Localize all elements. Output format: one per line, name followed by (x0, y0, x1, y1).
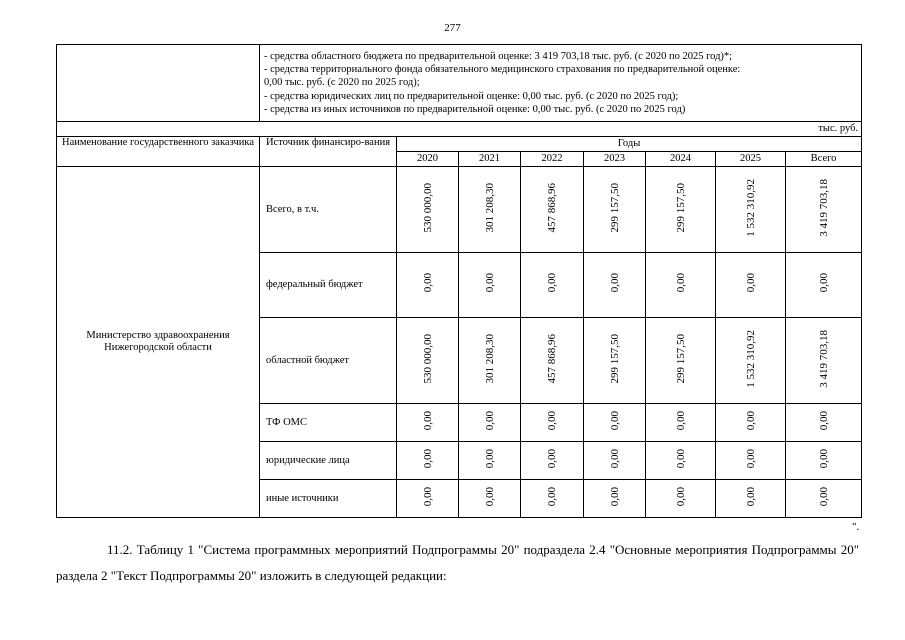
value-cell (646, 253, 716, 318)
funding-note: 0,00 тыс. руб. (с 2020 по 2025 год); (264, 77, 420, 89)
value-cell (459, 480, 521, 518)
value-cell (786, 318, 862, 404)
value-text: 0,00 (608, 448, 621, 469)
value-cell (716, 318, 786, 404)
header-customer: Наименование государственного заказчика (57, 137, 260, 167)
value-cell (646, 404, 716, 442)
value-cell (459, 253, 521, 318)
notes-empty-cell (57, 45, 260, 122)
value-cell (584, 318, 646, 404)
value-cell (786, 253, 862, 318)
value-cell (521, 253, 584, 318)
value-cell (459, 404, 521, 442)
value-text: 0,00 (421, 448, 434, 469)
value-cell (646, 480, 716, 518)
instruction-paragraph: 11.2. Таблицу 1 "Система программных мероприятий Подпрограммы 20" подраздела 2.4 "Основные мероприятия Подпрограммы 20" раздела 2 "Текст Подпрограммы 20" изложить в следующей редакции: (56, 542, 859, 583)
value-cell (521, 404, 584, 442)
closing-quote: ". (852, 521, 860, 533)
value-text: 457 868,96 (546, 333, 558, 384)
value-cell (646, 442, 716, 480)
value-text: 0,00 (421, 410, 434, 431)
value-text: 0,00 (608, 273, 621, 293)
value-cell (646, 167, 716, 253)
value-text: 1 532 310,92 (744, 178, 757, 237)
value-text: 530 000,00 (421, 182, 434, 233)
value-cell (459, 318, 521, 404)
value-text: 0,00 (483, 273, 496, 293)
value-cell (786, 404, 862, 442)
value-text: 530 000,00 (421, 333, 434, 384)
funding-note: - средства областного бюджета по предварительной оценке: 3 419 703,18 тыс. руб. (с 2020 по 2025 год)*; (264, 50, 733, 62)
value-text: 299 157,50 (608, 182, 621, 233)
value-cell (716, 167, 786, 253)
value-text: 0,00 (674, 273, 687, 293)
value-text: 0,00 (483, 486, 496, 507)
value-text: 0,00 (421, 486, 434, 507)
value-cell (716, 253, 786, 318)
value-cell (397, 480, 459, 518)
header-source: Источник финансиро-вания (260, 137, 397, 167)
value-text: 299 157,50 (608, 333, 621, 384)
funding-note: - средства из иных источников по предварительной оценке: 0,00 тыс. руб. (с 2020 по 2025 год) (264, 103, 686, 115)
header-year: 2024 (646, 152, 716, 167)
funding-notes (260, 45, 862, 122)
funding-source: иные источники (260, 480, 397, 518)
funding-source: юридические лица (260, 442, 397, 480)
value-cell (397, 404, 459, 442)
value-cell (459, 167, 521, 253)
value-text: 1 532 310,92 (744, 329, 757, 388)
header-years: Годы (397, 137, 862, 152)
value-text: 0,00 (421, 273, 434, 293)
header-total: Всего (786, 152, 862, 167)
value-text: 0,00 (674, 486, 687, 507)
funding-table (56, 44, 862, 518)
value-text: 0,00 (817, 273, 830, 293)
value-cell (786, 442, 862, 480)
funding-source: федеральный бюджет (260, 253, 397, 318)
value-text: 0,00 (483, 410, 496, 431)
value-cell (786, 480, 862, 518)
value-cell (584, 404, 646, 442)
value-cell (521, 167, 584, 253)
value-text: 0,00 (608, 410, 621, 431)
funding-note: - средства территориального фонда обязательного медицинского страхования по предварительной оценке: (264, 64, 741, 76)
value-text: 0,00 (546, 448, 558, 469)
header-year: 2020 (397, 152, 459, 167)
funding-source: Всего, в т.ч. (260, 167, 397, 253)
header-year: 2025 (716, 152, 786, 167)
value-text: 0,00 (608, 486, 621, 507)
funding-note: - средства юридических лиц по предварительной оценке: 0,00 тыс. руб. (с 2020 по 2025 год); (264, 90, 679, 102)
table-row (57, 167, 862, 253)
value-cell (716, 480, 786, 518)
value-cell (397, 442, 459, 480)
value-text: 0,00 (817, 410, 830, 431)
value-text: 0,00 (546, 273, 558, 293)
value-text: 0,00 (546, 486, 558, 507)
value-text: 301 208,30 (483, 333, 496, 384)
value-cell (584, 442, 646, 480)
value-text: 3 419 703,18 (817, 178, 830, 237)
value-cell (786, 167, 862, 253)
value-cell (397, 253, 459, 318)
value-text: 0,00 (744, 448, 757, 469)
value-cell (521, 442, 584, 480)
header-year: 2023 (584, 152, 646, 167)
value-cell (584, 253, 646, 318)
units-label: тыс. руб. (57, 122, 862, 137)
value-cell (716, 404, 786, 442)
value-cell (521, 480, 584, 518)
value-cell (646, 318, 716, 404)
value-cell (397, 167, 459, 253)
value-text: 3 419 703,18 (817, 329, 830, 388)
value-text: 0,00 (744, 273, 757, 293)
value-cell (397, 318, 459, 404)
value-text: 0,00 (674, 448, 687, 469)
header-year: 2022 (521, 152, 584, 167)
value-cell (584, 167, 646, 253)
page-number: 277 (444, 22, 461, 34)
value-text: 0,00 (674, 410, 687, 431)
value-text: 0,00 (744, 486, 757, 507)
value-text: 457 868,96 (546, 182, 558, 233)
value-text: 0,00 (744, 410, 757, 431)
value-text: 301 208,30 (483, 182, 496, 233)
value-text: 0,00 (817, 486, 830, 507)
value-text: 299 157,50 (674, 333, 687, 384)
funding-source: областной бюджет (260, 318, 397, 404)
value-text: 0,00 (483, 448, 496, 469)
table-body (57, 167, 862, 518)
value-cell (521, 318, 584, 404)
value-text: 299 157,50 (674, 182, 687, 233)
funding-source: ТФ ОМС (260, 404, 397, 442)
header-year: 2021 (459, 152, 521, 167)
value-cell (716, 442, 786, 480)
value-cell (584, 480, 646, 518)
customer-name: Министерство здравоохранения Нижегородской области (57, 167, 260, 518)
value-text: 0,00 (546, 410, 558, 431)
value-text: 0,00 (817, 448, 830, 469)
value-cell (459, 442, 521, 480)
